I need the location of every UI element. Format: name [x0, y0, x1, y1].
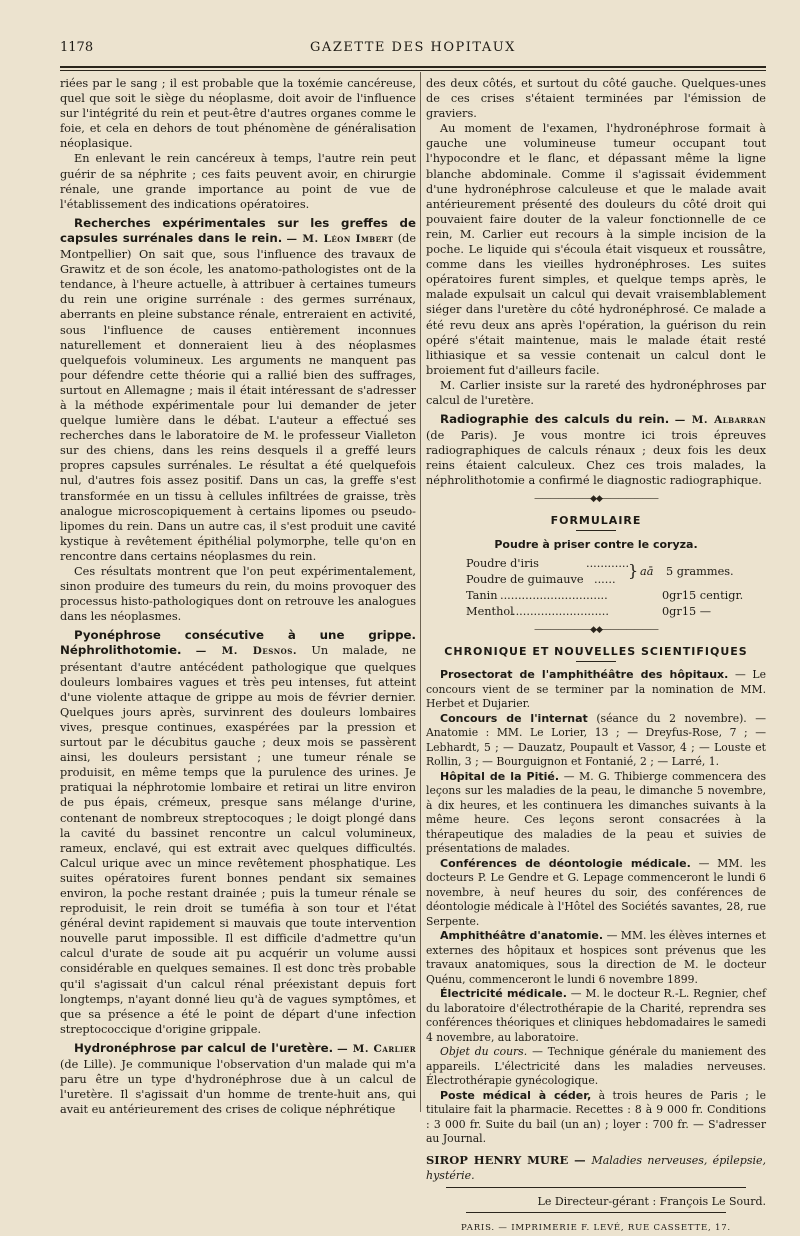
paragraph: riées par le sang ; il est probable que la toxémie cancéreuse, quel que soit le siège du néoplasme, doit avoir de l'influence sur l'intégrité du rein et peut-être d'autres organes comme le foie, et cela en dehors de tout phénomène de généralisation néoplasique. — [60, 77, 416, 151]
formulaire-heading: FORMULAIRE — [550, 513, 642, 527]
rx-aa: aā — [640, 564, 654, 578]
news-item — [426, 1045, 766, 1089]
news-text: (séance du 2 novembre). — Anatomie : MM. Le Lorier, 13 ; — Dreyfus-Rose, 7 ; — Lebhardt, 5 ; — Dauzatz, Poupault et Vassor, 4 ; — Louste et Rollin, 3 ; — Bourguignon et Fontanié, 2 ; — Larré, 1. — [426, 711, 766, 768]
paragraph: M. Carlier insiste sur la rareté des hydronéphroses par calcul de l'uretère. — [426, 378, 766, 407]
news-title: Prosectorat de l'amphithéâtre des hôpitaux. — [440, 668, 729, 681]
news-item — [426, 712, 766, 770]
section-author: — M. Desnos. — [195, 645, 297, 658]
ingredient: Poudre de guimauve — [466, 572, 584, 586]
page-number: 1178 — [60, 40, 94, 55]
section-text: (de Montpellier) On sait que, sous l'influence des travaux de Grawitz et de son école, les anatomo-pathologistes ont de la tendance, à l'heure actuelle, à attribuer à certaines tumeurs du rein une origine surrénale : des germes surrénaux, aberrants en pleine substance rénale, entreraient en activité, sous l'influence de causes entièrement inconnues naturellement et donneraient lieu à des néoplasmes quelquefois volumineux. Les arguments ne manquent pas pour défendre cette théorie qui a rallié bien des suffrages, surtout en Allemagne ; mais il était intéressant de s'adresser à la méthode expérimentale pour lui demander de jeter quelque lumière dans le débat. L'auteur a effectué ses recherches dans le laboratoire de M. le professeur Vialleton sur des chiens, dans les reins desquels il a greffé leurs propres capsules surrénales. Le résultat a été quelquefois nul, d'autres fois assez positif. Dans un cas, la greffe s'est transformée en un tissu à cellules infiltrées de graisse, très analogue microscopiquement à certains lipomes ou pseudo-lipomes du rein. Dans un autre cas, il s'est produit une cavité kystique à revêtement épithélial polymorphe, telle qu'on en rencontre dans certains néoplasmes du rein. — [60, 231, 417, 563]
recipe-line: Menthol ........................... 0gr15 — — [466, 604, 712, 618]
ingredient: Poudre d'iris — [466, 556, 539, 570]
ingredient: Menthol — [466, 604, 514, 618]
news-item — [426, 929, 766, 987]
news-title: Électricité médicale. — [440, 987, 567, 1000]
news-text: — Le concours vient de se terminer par la nomination de MM. Herbet et Dujarier. — [426, 668, 766, 710]
left-column — [60, 76, 416, 1117]
paragraph: En enlevant le rein cancéreux à temps, l'autre rein peut guérir de sa néphrite ; ces faits peuvent avoir, en chirurgie rénale, une grande importance au point de vue de l'établissement des indications opératoires. — [60, 152, 416, 211]
chronique-heading: CHRONIQUE ET NOUVELLES SCIENTIFIQUES — [444, 644, 748, 658]
news-item — [426, 857, 766, 930]
short-rule — [576, 661, 616, 662]
news-item — [426, 770, 766, 857]
news-title: Amphithéâtre d'anatomie. — [440, 929, 604, 942]
section-author: — M. Léon Imbert — [286, 232, 394, 245]
ad-brand: SIROP HENRY MURE — — [426, 1152, 586, 1167]
quantity: 5 grammes. — [666, 564, 734, 578]
recipe-line: Poudre de guimauve ...... } aā 5 grammes. — [466, 560, 734, 586]
ornament-divider: ———————◆◆——————— — [534, 493, 658, 504]
paragraph: Ces résultats montrent que l'on peut expérimentalement, sinon produire des tumeurs du rein, du moins provoquer des processus histo-pathologiques dont on retrouve les analogues dans les néoplasmes. — [60, 565, 416, 624]
quantity: 0gr15 centigr. — [662, 588, 744, 602]
news-lead: Objet du cours. — [440, 1045, 528, 1058]
section-imbert — [60, 216, 416, 564]
ornament-divider: ———————◆◆——————— — [534, 624, 658, 635]
news-text: — Technique générale du maniement des appareils. L'électricité dans les maladies nerveuses. Électrothérapie gynécologique. — [426, 1045, 767, 1087]
news-title: Hôpital de la Pitié. — [440, 769, 560, 783]
recipe-line: Poudre d'iris ............ — [466, 556, 630, 570]
footer-rule — [466, 1212, 726, 1213]
section-author: — M. Albarran — [674, 414, 766, 427]
section-albarran — [426, 412, 766, 488]
director-line: Le Directeur-gérant : François Le Sourd. — [537, 1194, 766, 1208]
section-desnos — [60, 628, 416, 1037]
paragraph: des deux côtés, et surtout du côté gauche. Quelques-unes de ces crises s'étaient terminées par l'émission de graviers. — [426, 77, 766, 121]
news-item — [426, 987, 766, 1045]
section-text: Un malade, ne présentant d'autre antécédent pathologique que quelques douleurs lombaires vagues et très peu intenses, fut atteint d'une violente attaque de grippe au mois de février dernier. Quelques jours après, survinrent des douleurs lombaires vives, presque continues, exaspérées par la pression et surtout par le décubitus gauche ; deux mois se passèrent ainsi, les douleurs persistant ; une tumeur rénale se produisit, en même temps que la purulence des urines. Je pratiquai la néphrotomie lombaire et retirai un litre environ de pus épais, crémeux, presque sans mélange d'urine, contenant de nombreux streptocoques ; le doigt plongé dans la cavité du bassinet rencontre un calcul volumineux, rameux, enclavé, qui est extrait avec quelques difficultés. Calcul urique avec un mince revêtement phosphatique. Les suites opératoires furent bonnes pendant six semaines environ, la poche restant drainée ; puis la tumeur rénale se reproduisit, le rein droit se tuméfia à son tour et l'état général devint rapidement si mauvais que toute intervention nouvelle parut impossible. Il est difficile d'admettre qu'un calcul d'urate de soude ait pu acquérir un volume aussi considérable en quelques semaines. Il est donc très probable qu'il s'agissait d'un calcul rénal préexistant depuis fort longtemps, n'ayant donné lieu qu'à de vagues symptômes, et que sa présence a été le point de départ d'une infection streptococcique d'origine grippale. — [60, 644, 416, 1036]
section-title: Pyonéphrose consécutive à une grippe. Néphrolithotomie. — [60, 628, 416, 658]
recipe-title: Poudre à priser contre le coryza. — [494, 537, 698, 551]
quantity: 0gr15 — — [662, 604, 712, 618]
news-title: Conférences de déontologie médicale. — [440, 856, 691, 870]
footer-rule — [446, 1187, 746, 1188]
journal-title: GAZETTE DES HOPITAUX — [310, 40, 516, 55]
section-author: — M. Carlier — [337, 1042, 417, 1055]
ad-text: Maladies nerveuses, épilepsie, hystérie. — [426, 1153, 766, 1182]
news-title: Concours de l'internat — [440, 711, 588, 725]
ingredient: Tanin — [466, 588, 498, 602]
header-rule — [60, 66, 766, 68]
news-item — [426, 668, 766, 712]
section-text: (de Paris). Je vous montre ici trois épreuves radiographiques de calculs rénaux ; deux fois les deux reins étaient calculeux. Chez ces trois malades, la néphrolithotomie a confirmé le diagnostic radiographique. — [426, 429, 766, 488]
news-list — [426, 668, 766, 1147]
short-rule — [576, 530, 616, 531]
advertisement — [426, 1153, 766, 1183]
recipe — [426, 556, 766, 620]
section-title: Recherches expérimentales sur les greffes de capsules surrénales dans le rein. — [60, 215, 416, 245]
news-text: — MM. les docteurs P. Le Gendre et G. Lepage commenceront le lundi 6 novembre, à neuf heures du soir, des conférences de déontologie médicale à l'Hôtel des Sociétés savantes, 28, rue Serpente. — [426, 856, 767, 928]
news-text: — M. le docteur R.-L. Regnier, chef du laboratoire d'électrothérapie de la Charité, reprendra ses conférences théoriques et cliniques hebdomadaires le samedi 4 novembre, au laboratoire. — [426, 987, 767, 1044]
printer-line: PARIS. — IMPRIMERIE F. LEVÉ, RUE CASSETTE, 17. — [461, 1222, 731, 1233]
paragraph: Au moment de l'examen, l'hydronéphrose formait à gauche une volumineuse tumeur occupant tout l'hypocondre et le flanc, et dépassant même la ligne blanche abdominale. Comme il s'agissait évidemment d'une hydronéphrose calculeuse et que le malade avait antérieurement présenté des douleurs du côté droit qui pouvaient faire douter de la valeur fonctionnelle de ce rein, M. Carlier eut recours à la simple incision de la poche. Le liquide qui s'écoula était visqueux et roussâtre, comme dans les vieilles hydronéphroses. Les suites opératoires furent simples, et quelque temps après, le malade expulsait un calcul qui devait vraisemblablement siéger dans l'uretère du côté hydronéphrosé. Ce malade a été revu deux ans après l'opération, la guérison du rein opéré s'était maintenue, mais le malade était resté lithiasique et sa vessie contenait un calcul dont le broiement fut d'ailleurs facile. — [426, 122, 766, 377]
news-text: — MM. les élèves internes et externes des hôpitaux et hospices sont prévenus que les travaux anatomiques, sous la direction de M. le docteur Quénu, commenceront le lundi 6 novembre 1899. — [426, 929, 766, 986]
right-column — [426, 76, 766, 1236]
page-header — [60, 40, 766, 62]
section-text: (de Lille). Je communique l'observation d'un malade qui m'a paru être un type d'hydronéphrose due à un calcul de l'uretère. Il s'agissait d'un homme de trente-huit ans, qui avait eu antérieurement des crises de colique néphrétique — [60, 1058, 416, 1117]
header-rule-thin — [60, 70, 766, 71]
section-title: Hydronéphrose par calcul de l'uretère. — [74, 1040, 334, 1055]
section-carlier — [60, 1041, 416, 1117]
news-text: — M. G. Thibierge commencera des leçons sur les maladies de la peau, le dimanche 5 novembre, à dix heures, et les continuera les dimanches suivants à la même heure. Ces leçons seront consacrées à la thérapeutique des maladies de la peau et suivies de présentations de malades. — [426, 769, 766, 855]
column-divider — [420, 72, 421, 1112]
news-item — [426, 1089, 766, 1147]
news-text: à trois heures de Paris ; le titulaire fait la pharmacie. Recettes : 8 à 9 000 fr. Conditions : 3 000 fr. Suite du bail (un an) ; loyer : 700 fr. — S'adresser au Journal. — [426, 1088, 766, 1145]
news-title: Poste médical à céder, — [440, 1088, 592, 1102]
recipe-line: Tanin .............................. 0gr15 centigr. — [466, 588, 744, 602]
section-title: Radiographie des calculs du rein. — [440, 412, 670, 427]
